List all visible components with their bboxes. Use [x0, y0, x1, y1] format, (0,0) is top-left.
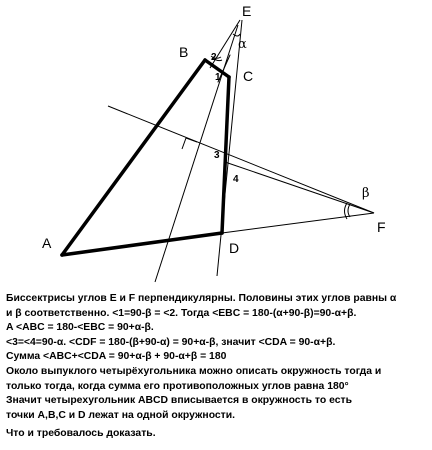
line-ad-extended — [222, 213, 374, 233]
label-b: B — [179, 44, 189, 60]
label-angle-1: 1 — [215, 72, 221, 83]
side-da — [62, 233, 222, 255]
label-c: C — [243, 68, 254, 84]
label-beta: β — [362, 186, 370, 201]
proof-line: Около выпуклого четырёхугольника можно описать окружность тогда и — [6, 365, 382, 377]
bisector-of-angle-f — [108, 106, 374, 213]
label-e: E — [242, 3, 252, 19]
label-angle-3: 3 — [214, 150, 220, 161]
proof-line: Что и требовалось доказать. — [6, 428, 156, 440]
side-ab — [62, 60, 205, 255]
label-a: A — [42, 235, 52, 251]
proof-line: Сумма <ABC+<CDA = 90+α-β + 90-α+β = 180 — [6, 351, 227, 363]
label-alpha: α — [238, 37, 247, 52]
side-cd — [222, 77, 229, 233]
proof-line: A <ABC = 180-<EBC = 90+α-β. — [6, 322, 154, 334]
line-cf-lower — [225, 162, 374, 213]
proof-line: <3=<4=90-α. <CDF = 180-(β+90-α) = 90+α-β, значит <CDA = 90-α+β. — [6, 336, 336, 348]
proof-line: и β соответственно. <1=90-β = <2. Тогда <EBC = 180-(α+90-β)=90-α+β. — [6, 307, 357, 319]
proof-line: Биссектрисы углов E и F перпендикулярны. Половины этих углов равны α — [6, 293, 397, 304]
label-d: D — [229, 240, 240, 256]
label-angle-2: 2 — [211, 52, 217, 63]
angle-arc-beta — [348, 204, 350, 217]
proof-line: только тогда, когда сумма его противоположных углов равна 180° — [6, 380, 349, 392]
proof-line: Значит четырехугольник ABCD вписывается в окружность то есть — [6, 395, 352, 407]
proof-text — [6, 292, 430, 442]
line-ef-outer — [217, 20, 242, 276]
label-f: F — [377, 219, 386, 235]
label-angle-4: 4 — [233, 174, 239, 185]
right-angle-mark — [182, 138, 197, 149]
proof-line: точки A,B,C и D лежат на одной окружности. — [6, 409, 236, 421]
